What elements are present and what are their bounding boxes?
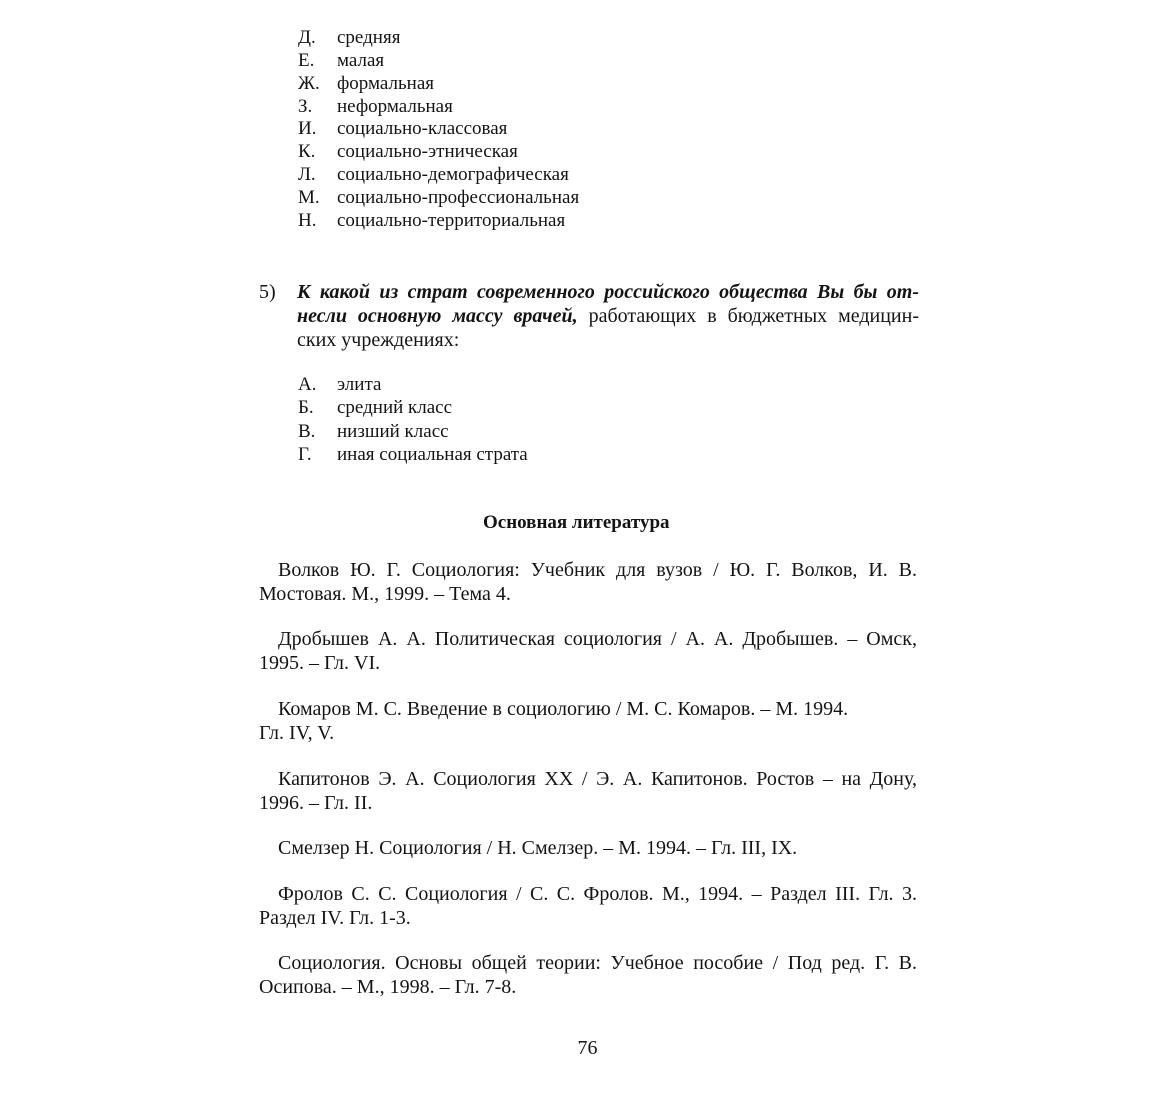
option-letter: Ж. [298, 73, 320, 94]
option-letter: И. [298, 118, 317, 139]
option-letter: Д. [298, 27, 316, 48]
option-text: неформальная [337, 96, 453, 117]
option-item [298, 95, 453, 118]
answer-letter: В. [298, 421, 316, 442]
option-item [298, 26, 400, 49]
option-letter: Л. [298, 164, 316, 185]
option-letter: З. [298, 96, 313, 117]
option-item [298, 117, 507, 140]
reference-item [259, 951, 917, 999]
reference-line-1: Волков Ю. Г. Социология: Учебник для вузов / Ю. Г. Волков, И. В. [278, 559, 917, 581]
answer-text: низший класс [337, 421, 449, 442]
option-item [298, 49, 384, 72]
answer-text: иная социальная страта [337, 444, 528, 465]
reference-item [259, 767, 917, 815]
option-item [298, 140, 518, 163]
option-letter: М. [298, 187, 320, 208]
option-text: средняя [337, 27, 401, 48]
page-number: 76 [577, 1037, 598, 1059]
answer-text: элита [337, 374, 382, 395]
option-text: социально-демографическая [337, 164, 569, 185]
option-letter: Е. [298, 50, 315, 71]
option-item [298, 72, 434, 95]
reference-item [259, 836, 917, 860]
option-text: социально-этническая [337, 141, 518, 162]
option-text: формальная [337, 73, 435, 94]
reference-line-2: 1996. – Гл. II. [259, 792, 373, 814]
reference-line-2: Гл. IV, V. [259, 722, 335, 744]
reference-line-1: Дробышев А. А. Политическая социология / А. А. Дробышев. – Омск, [278, 628, 917, 650]
reference-line-1: Капитонов Э. А. Социология XX / Э. А. Капитонов. Ростов – на Дону, [278, 768, 917, 790]
reference-line-1: Комаров М. С. Введение в социологию / М. С. Комаров. – М. 1994. [278, 698, 849, 720]
section-heading: Основная литература [483, 512, 670, 533]
answer-letter: Г. [298, 444, 312, 465]
answer-letter: А. [298, 374, 317, 395]
answer-option [298, 373, 381, 396]
question-number: 5) [259, 281, 276, 303]
answer-letter: Б. [298, 397, 314, 418]
option-letter: К. [298, 141, 316, 162]
reference-line-2: Мостовая. М., 1999. – Тема 4. [259, 583, 511, 605]
reference-item [259, 697, 917, 745]
reference-item [259, 627, 917, 675]
reference-line-1: Социология. Основы общей теории: Учебное пособие / Под ред. Г. В. [278, 952, 917, 974]
reference-line-2: Раздел IV. Гл. 1-3. [259, 907, 411, 929]
option-item [298, 209, 565, 232]
reference-item [259, 882, 917, 930]
answer-option [298, 396, 452, 419]
option-text: социально-классовая [337, 118, 508, 139]
answer-option [298, 420, 449, 443]
question-line-2 [297, 304, 919, 328]
question-5 [259, 280, 919, 352]
answer-text: средний класс [337, 397, 453, 418]
reference-item [259, 558, 917, 606]
question-line-3: ских учреждениях: [297, 329, 460, 351]
question-line-2-bold: несли основную массу врачей, [297, 305, 578, 327]
option-item [298, 163, 569, 186]
reference-line-1: Смелзер Н. Социология / Н. Смелзер. – М. 1994. – Гл. III, IX. [278, 837, 798, 859]
option-text: социально-территориальная [337, 210, 566, 231]
reference-line-1: Фролов С. С. Социология / С. С. Фролов. М., 1994. – Раздел III. Гл. 3. [278, 883, 917, 905]
question-line-2-rest: работающих в бюджетных медицин- [577, 305, 920, 327]
option-letter: Н. [298, 210, 317, 231]
option-text: малая [337, 50, 385, 71]
option-item [298, 186, 579, 209]
question-text [297, 280, 919, 352]
reference-line-2: 1995. – Гл. VI. [259, 652, 381, 674]
reference-line-2: Осипова. – М., 1998. – Гл. 7-8. [259, 976, 517, 998]
option-text: социально-профессиональная [337, 187, 580, 208]
question-line-1: К какой из страт современного российского общества Вы бы от- [297, 281, 919, 303]
answer-option [298, 443, 528, 466]
